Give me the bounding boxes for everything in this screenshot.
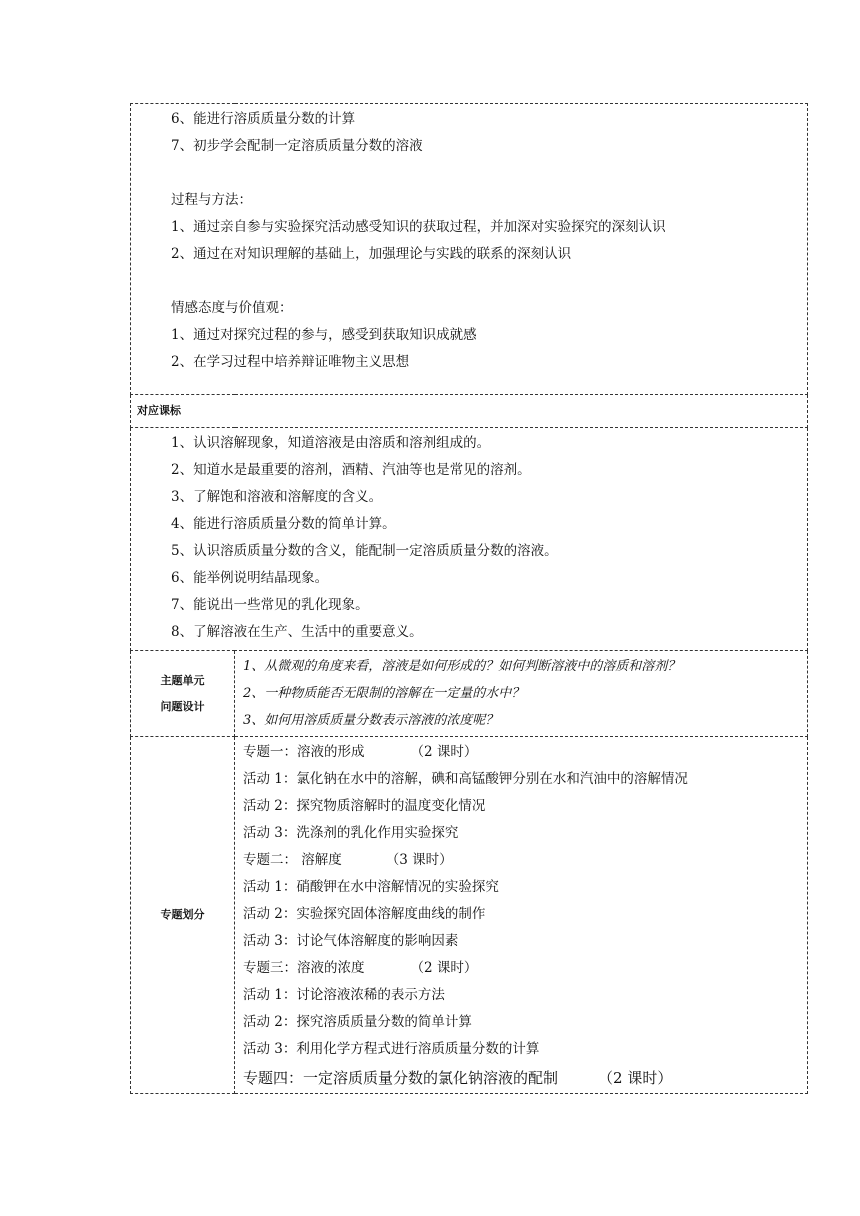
topic-1-line	[243, 739, 807, 766]
standard-item: 2、知道水是最重要的溶剂，酒精、汽油等也是常见的溶剂。	[171, 462, 531, 478]
lesson-plan-table	[130, 103, 808, 1094]
topics-cell	[235, 737, 808, 1094]
standard-item: 4、能进行溶质质量分数的简单计算。	[171, 516, 396, 532]
standard-item: 1、认识溶解现象，知道溶液是由溶质和溶剂组成的。	[171, 435, 491, 451]
topic-1-hours: （2 课时）	[410, 744, 478, 760]
objectives-row	[131, 104, 808, 395]
standards-header-row	[131, 395, 808, 428]
standard-item: 5、认识溶质质量分数的含义，能配制一定溶质质量分数的溶液。	[171, 543, 558, 559]
topic-3-hours: （2 课时）	[410, 960, 478, 976]
process-item: 1、通过亲自参与实验探究活动感受知识的获取过程，并加深对实验探究的深刻认识	[171, 219, 666, 235]
topic-2-hours: （3 课时）	[385, 852, 453, 868]
process-item: 2、通过在对知识理解的基础上，加强理论与实践的联系的深刻认识	[171, 246, 572, 262]
topics-row	[131, 737, 808, 1094]
topic-2-activity: 活动 3：讨论气体溶解度的影响因素	[243, 933, 459, 949]
standards-header: 对应课标	[137, 404, 181, 417]
questions-label-line2: 问题设计	[160, 699, 205, 713]
emotion-heading: 情感态度与价值观：	[171, 300, 293, 316]
topic-2-line	[243, 847, 807, 874]
standards-header-cell	[131, 395, 808, 428]
standard-item: 8、了解溶液在生产、生活中的重要意义。	[171, 624, 423, 640]
standard-item: 6、能举例说明结晶现象。	[171, 570, 329, 586]
standard-item: 7、能说出一些常见的乳化现象。	[171, 597, 369, 613]
topic-1-activity: 活动 3：洗涤剂的乳化作用实验探究	[243, 825, 459, 841]
question-item: 2、一种物质能否无限制的溶解在一定量的水中？	[243, 686, 525, 701]
knowledge-item: 7、初步学会配制一定溶质质量分数的溶液	[171, 138, 423, 154]
topics-label: 专题划分	[160, 908, 205, 921]
topic-3-line	[243, 955, 807, 982]
questions-cell	[235, 651, 808, 737]
standard-item: 3、了解饱和溶液和溶解度的含义。	[171, 489, 383, 505]
process-heading: 过程与方法：	[171, 192, 252, 208]
topic-3-activity: 活动 1：讨论溶液浓稀的表示方法	[243, 987, 445, 1003]
topic-4-title: 专题四：一定溶质质量分数的氯化钠溶液的配制	[243, 1069, 559, 1087]
topic-1-title: 专题一：溶液的形成	[243, 744, 365, 760]
emotion-item: 1、通过对探究过程的参与，感受到获取知识成就感	[171, 327, 477, 343]
question-item: 1、从微观的角度来看，溶液是如何形成的？如何判断溶液中的溶质和溶剂？	[243, 659, 681, 674]
topic-3-activity: 活动 2：探究溶质质量分数的简单计算	[243, 1014, 472, 1030]
questions-label-line1: 主题单元	[160, 673, 205, 687]
topic-1-activity: 活动 1：氯化钠在水中的溶解，碘和高锰酸钾分别在水和汽油中的溶解情况	[243, 771, 688, 787]
topic-2-activity: 活动 1：硝酸钾在水中溶解情况的实验探究	[243, 879, 499, 895]
topic-2-activity: 活动 2：实验探究固体溶解度曲线的制作	[243, 906, 486, 922]
topic-4-line	[243, 1063, 807, 1093]
emotion-item: 2、在学习过程中培养辩证唯物主义思想	[171, 354, 410, 370]
topic-3-activity: 活动 3：利用化学方程式进行溶质质量分数的计算	[243, 1041, 540, 1057]
questions-row	[131, 651, 808, 737]
questions-label-cell	[131, 651, 235, 737]
question-item: 3、如何用溶质质量分数表示溶液的浓度呢？	[243, 713, 499, 728]
standards-cell	[131, 428, 808, 651]
topic-1-activity: 活动 2：探究物质溶解时的温度变化情况	[243, 798, 486, 814]
standards-row	[131, 428, 808, 651]
topics-label-cell	[131, 737, 235, 1094]
topic-4-hours: （2 课时）	[598, 1069, 673, 1087]
topic-3-title: 专题三：溶液的浓度	[243, 960, 365, 976]
objectives-cell	[131, 104, 808, 395]
knowledge-item: 6、能进行溶质质量分数的计算	[171, 111, 356, 127]
topic-2-title: 专题二： 溶解度	[243, 852, 342, 868]
